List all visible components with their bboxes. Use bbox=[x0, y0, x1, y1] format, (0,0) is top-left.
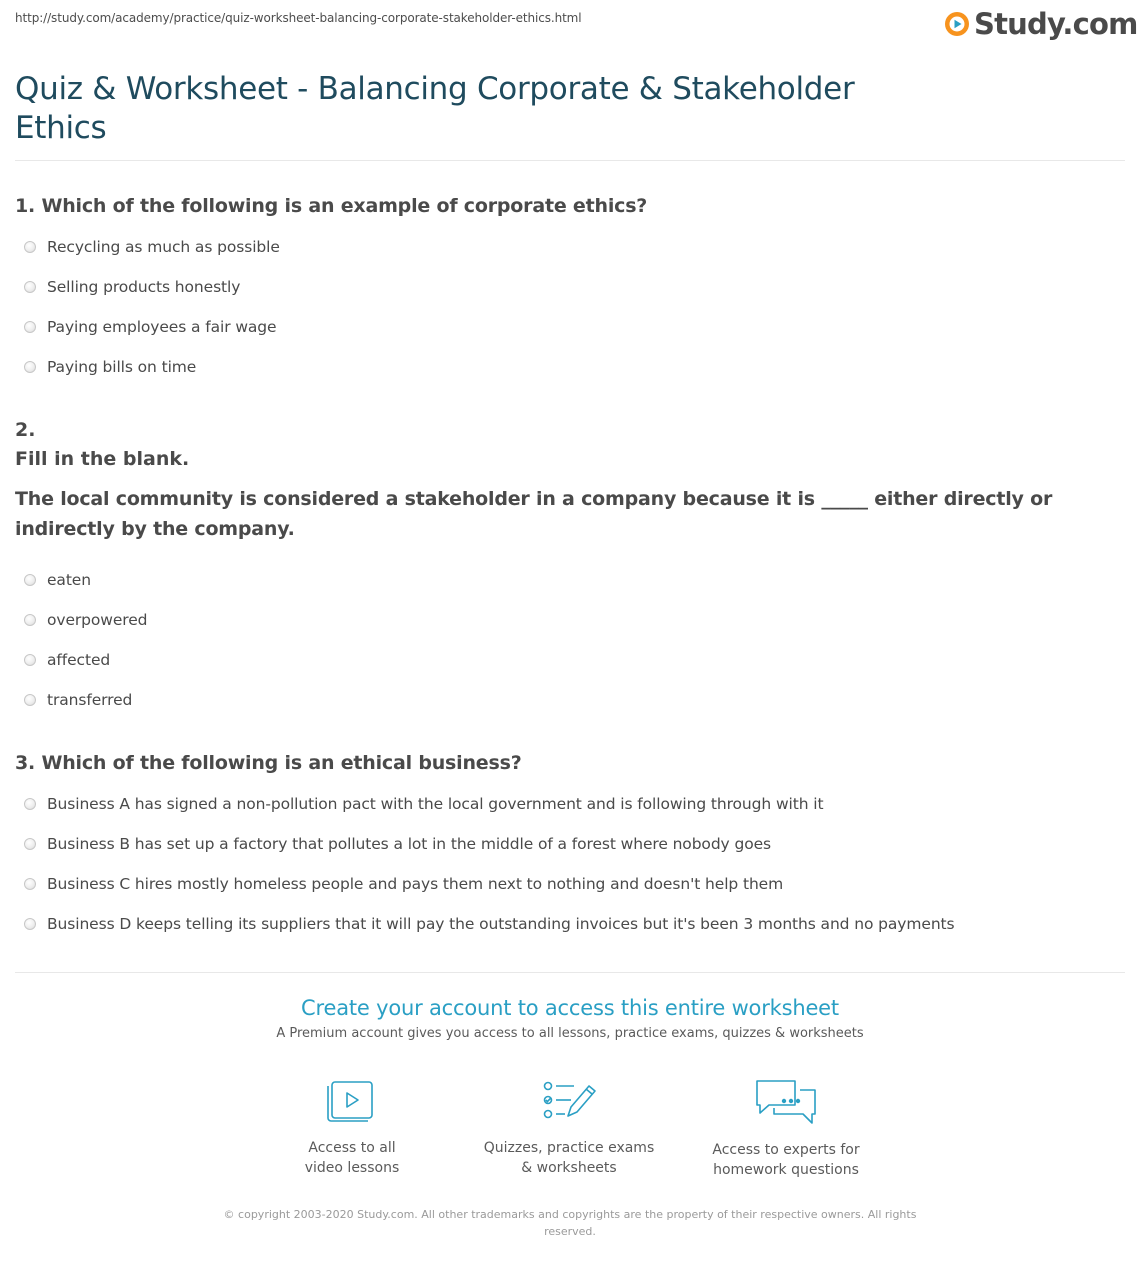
radio-button[interactable] bbox=[24, 694, 36, 706]
feature-label: Quizzes, practice exams bbox=[483, 1140, 655, 1156]
question-instruction: Fill in the blank. bbox=[15, 448, 190, 470]
radio-button[interactable] bbox=[24, 361, 36, 373]
option-label: Business C hires mostly homeless people and pays them next to nothing and doesn't help them bbox=[47, 875, 784, 893]
expert-chat-icon bbox=[754, 1078, 818, 1126]
question-text: 1. Which of the following is an example of corporate ethics? bbox=[15, 195, 648, 217]
radio-button[interactable] bbox=[24, 918, 36, 930]
page-title: Quiz & Worksheet - Balancing Corporate & Stakeholder Ethics bbox=[15, 71, 855, 146]
title-divider bbox=[15, 160, 1125, 161]
signup-cta bbox=[0, 996, 1140, 1041]
option-label: Business B has set up a factory that pollutes a lot in the middle of a forest where nobody goes bbox=[47, 835, 771, 853]
option-label: Selling products honestly bbox=[47, 278, 241, 296]
option-label: transferred bbox=[47, 691, 133, 709]
page-url: http://study.com/academy/practice/quiz-worksheet-balancing-corporate-stakeholder-ethics.html bbox=[15, 11, 582, 25]
answer-option[interactable] bbox=[15, 600, 1125, 640]
question-2 bbox=[15, 415, 1125, 720]
option-label: affected bbox=[47, 651, 111, 669]
feature-video-lessons bbox=[252, 1078, 452, 1178]
option-label: eaten bbox=[47, 571, 91, 589]
answer-options bbox=[15, 784, 1125, 944]
cta-title-link[interactable]: Create your account to access this entire worksheet bbox=[301, 996, 839, 1020]
answer-options bbox=[15, 560, 1125, 720]
radio-button[interactable] bbox=[24, 614, 36, 626]
answer-option[interactable] bbox=[15, 864, 1125, 904]
radio-button[interactable] bbox=[24, 798, 36, 810]
radio-button[interactable] bbox=[24, 241, 36, 253]
answer-option[interactable] bbox=[15, 267, 1125, 307]
option-label: Business A has signed a non-pollution pact with the local government and is following through with it bbox=[47, 795, 824, 813]
radio-button[interactable] bbox=[24, 654, 36, 666]
feature-label: Access to experts for bbox=[712, 1142, 860, 1158]
feature-label: video lessons bbox=[304, 1160, 400, 1176]
quiz-checklist-icon bbox=[541, 1078, 597, 1124]
option-label: Paying bills on time bbox=[47, 358, 197, 376]
premium-features bbox=[0, 1078, 1140, 1178]
answer-option[interactable] bbox=[15, 640, 1125, 680]
feature-quizzes bbox=[469, 1078, 669, 1178]
cta-divider bbox=[15, 972, 1125, 973]
study-logo[interactable] bbox=[944, 6, 1138, 42]
radio-button[interactable] bbox=[24, 321, 36, 333]
answer-option[interactable] bbox=[15, 824, 1125, 864]
feature-label: Access to all bbox=[308, 1140, 396, 1156]
option-label: overpowered bbox=[47, 611, 148, 629]
answer-option[interactable] bbox=[15, 680, 1125, 720]
option-label: Paying employees a fair wage bbox=[47, 318, 277, 336]
copyright-text: reserved. bbox=[544, 1225, 596, 1238]
answer-options bbox=[15, 227, 1125, 387]
question-number: 2. bbox=[15, 419, 36, 441]
answer-option[interactable] bbox=[15, 904, 1125, 944]
answer-option[interactable] bbox=[15, 347, 1125, 387]
play-logo-icon bbox=[944, 11, 970, 37]
question-text: 3. Which of the following is an ethical business? bbox=[15, 752, 522, 774]
answer-option[interactable] bbox=[15, 784, 1125, 824]
radio-button[interactable] bbox=[24, 281, 36, 293]
copyright-footer bbox=[210, 1206, 930, 1240]
answer-option[interactable] bbox=[15, 307, 1125, 347]
logo-text: Study.com bbox=[974, 7, 1138, 41]
option-label: Business D keeps telling its suppliers that it will pay the outstanding invoices but it's been 3 months and no payments bbox=[47, 915, 955, 933]
question-text: The local community is considered a stakeholder in a company because it is _____ either directly or indirectly by the company. bbox=[15, 488, 1053, 540]
answer-option[interactable] bbox=[15, 560, 1125, 600]
feature-label: & worksheets bbox=[521, 1160, 617, 1176]
video-lessons-icon bbox=[324, 1078, 380, 1124]
option-label: Recycling as much as possible bbox=[47, 238, 280, 256]
question-3 bbox=[15, 748, 1125, 944]
cta-subtitle: A Premium account gives you access to all lessons, practice exams, quizzes & worksheets bbox=[276, 1026, 864, 1041]
radio-button[interactable] bbox=[24, 838, 36, 850]
question-1 bbox=[15, 191, 1125, 387]
feature-experts bbox=[686, 1078, 886, 1180]
copyright-text: © copyright 2003-2020 Study.com. All other trademarks and copyrights are the property of their respective owners. All rights bbox=[223, 1208, 917, 1221]
answer-option[interactable] bbox=[15, 227, 1125, 267]
feature-label: homework questions bbox=[713, 1162, 859, 1178]
radio-button[interactable] bbox=[24, 574, 36, 586]
radio-button[interactable] bbox=[24, 878, 36, 890]
